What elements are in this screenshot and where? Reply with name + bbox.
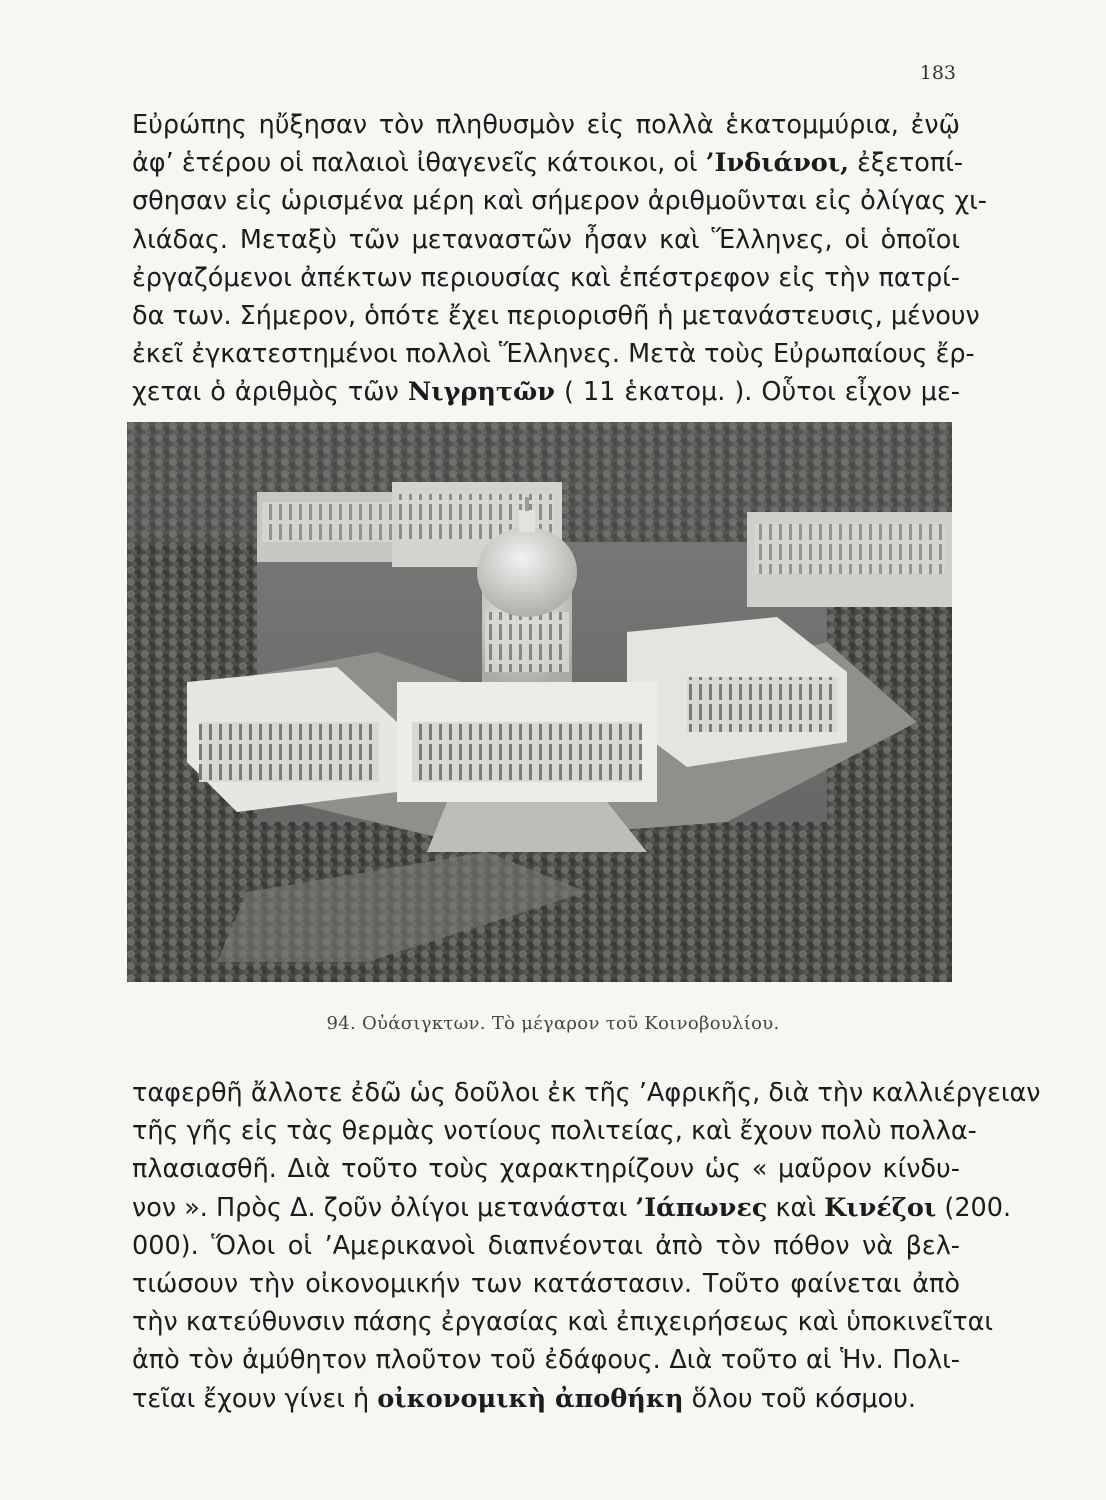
text-line: σθησαν εἰς ὡρισμένα μέρη καὶ σήμερον ἀριθμοῦνται εἰς ὀλίγας χι-: [132, 186, 988, 217]
text-line: τὴν κατεύθυνσιν πάσης ἐργασίας καὶ ἐπιχειρήσεως καὶ ὑποκινεῖται: [132, 1307, 994, 1338]
text-line: χεται ὁ ἀριθμὸς τῶν Νιγρητῶν ( 11 ἑκατομ. ). Οὗτοι εἶχον με-: [132, 377, 960, 408]
text-line: ταφερθῆ ἄλλοτε ἐδῶ ὡς δοῦλοι ἐκ τῆς ’Αφρικῆς, διὰ τὴν καλλιέργειαν: [132, 1078, 1041, 1108]
top-paragraph: [132, 106, 988, 412]
capitol-aerial-photo: [127, 422, 952, 982]
emphasized-term: ’Ινδιάνοι,: [705, 148, 850, 179]
bottom-paragraph: [132, 1074, 1041, 1418]
text-line: πλασιασθῆ. Διὰ τοῦτο τοὺς χαρακτηρίζουν ὡς « μαῦρον κίνδυ-: [132, 1154, 960, 1185]
text-line: δα των. Σήμερον, ὁπότε ἔχει περιορισθῆ ἡ μετανάστευσις, μένουν: [132, 301, 980, 332]
emphasized-term: Κινέζοι: [824, 1192, 937, 1223]
text-line: τῆς γῆς εἰς τὰς θερμὰς νοτίους πολιτείας, καὶ ἔχουν πολὺ πολλα-: [132, 1116, 977, 1147]
text-line: ἀφ’ ἑτέρου οἱ παλαιοὶ ἰθαγενεῖς κάτοικοι, οἱ ’Ινδιάνοι, ἐξετοπί-: [132, 148, 964, 179]
text-line: ἀπὸ τὸν ἀμύθητον πλοῦτον τοῦ ἐδάφους. Διὰ τοῦτο αἱ Ἡν. Πολι-: [132, 1345, 960, 1376]
figure-caption: 94. Οὐάσιγκτων. Τὸ μέγαρον τοῦ Κοινοβουλίου.: [326, 1013, 780, 1034]
text-line: ἐκεῖ ἐγκατεστημένοι πολλοὶ Ἕλληνες. Μετὰ τοὺς Εὐρωπαίους ἔρ-: [132, 339, 975, 370]
page-number: 183: [919, 62, 956, 84]
text-line: τιώσουν τὴν οἰκονομικήν των κατάστασιν. Τοῦτο φαίνεται ἀπὸ: [132, 1269, 960, 1300]
text-line: Εὐρώπης ηὔξησαν τὸν πληθυσμὸν εἰς πολλὰ ἑκατομμύρια, ἐνῷ: [132, 110, 960, 140]
emphasized-term: Νιγρητῶν: [407, 377, 556, 408]
text-line: ἐργαζόμενοι ἀπέκτων περιουσίας καὶ ἐπέστρεφον εἰς τὴν πατρί-: [132, 262, 960, 293]
text-line: νον ». Πρὸς Δ. ζοῦν ὀλίγοι μετανάσται ’Ιάπωνες καὶ Κινέζοι (200.: [132, 1192, 1012, 1223]
emphasized-term: οἰκονομικὴ ἀποθήκη: [377, 1383, 684, 1414]
text-line: τεῖαι ἔχουν γίνει ἡ οἰκονομικὴ ἀποθήκη ὅλου τοῦ κόσμου.: [132, 1383, 917, 1414]
emphasized-term: ’Ιάπωνες: [635, 1192, 768, 1223]
text-line: 000). Ὅλοι οἱ ’Αμερικανοὶ διαπνέονται ἀπὸ τὸν πόθον νὰ βελ-: [132, 1230, 960, 1261]
text-line: λιάδας. Μεταξὺ τῶν μεταναστῶν ἦσαν καὶ Ἕλληνες, οἱ ὁποῖοι: [132, 224, 960, 255]
